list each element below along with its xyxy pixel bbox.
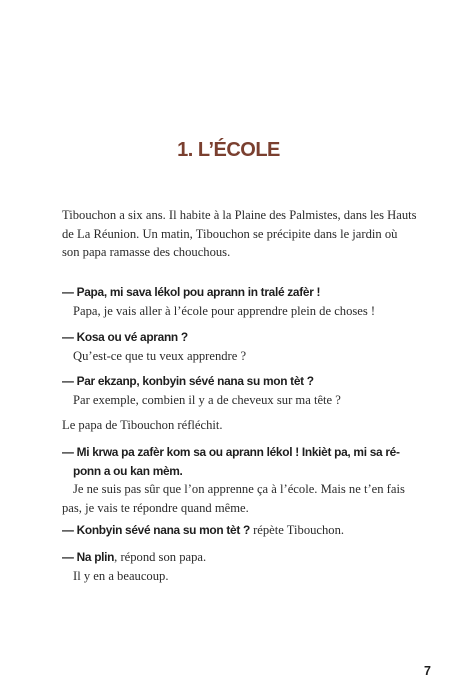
creole-line: — Par ekzanp, konbyin sévé nana su mon tèt ? [62,374,314,388]
dialogue-2 [62,328,382,365]
french-line: Papa, je vais aller à l’école pour apprendre plein de choses ! [73,303,376,318]
french-line: Qu’est-ce que tu veux apprendre ? [73,348,247,363]
dialogue-5 [62,521,382,540]
chapter-title: 1. L’ÉCOLE [177,139,280,161]
creole-line: — Mi krwa pa zafèr kom sa ou aprann lékol ! Inkièt pa, mi sa ré- [62,445,400,459]
creole-line: ponn a ou kan mèm. [73,463,183,478]
speech-tag: répète Tibouchon. [249,523,345,537]
french-line: Par exemple, combien il y a de cheveux sur ma tête ? [73,392,341,407]
dialogue-4 [62,443,405,518]
creole-text: — Konbyin sévé nana su mon tèt ? [62,523,250,537]
creole-line: — Papa, mi sava lékol pou aprann in tralé zafèr ! [62,285,321,299]
page-number: 7 [424,664,431,678]
dialogue-6 [62,548,382,585]
intro-line: son papa ramasse des chouchous. [62,245,231,260]
dialogue-3 [62,372,382,409]
intro-paragraph [62,206,417,262]
dialogue-1 [62,283,382,320]
french-line: Je ne suis pas sûr que l’on apprenne ça à l’école. Mais ne t’en fais [73,482,405,497]
speech-tag: , répond son papa. [114,550,207,564]
narration-paragraph [62,416,382,435]
creole-text: — Na plin [62,550,115,564]
narration-line: Le papa de Tibouchon réfléchit. [62,418,223,432]
creole-line: — Kosa ou vé aprann ? [62,330,188,344]
intro-line: Tibouchon a six ans. Il habite à la Plaine des Palmistes, dans les Hauts [62,208,417,222]
french-line: Il y en a beaucoup. [73,568,169,583]
french-line: pas, je vais te répondre quand même. [62,501,249,516]
intro-line: de La Réunion. Un matin, Tibouchon se précipite dans le jardin où [62,226,398,241]
